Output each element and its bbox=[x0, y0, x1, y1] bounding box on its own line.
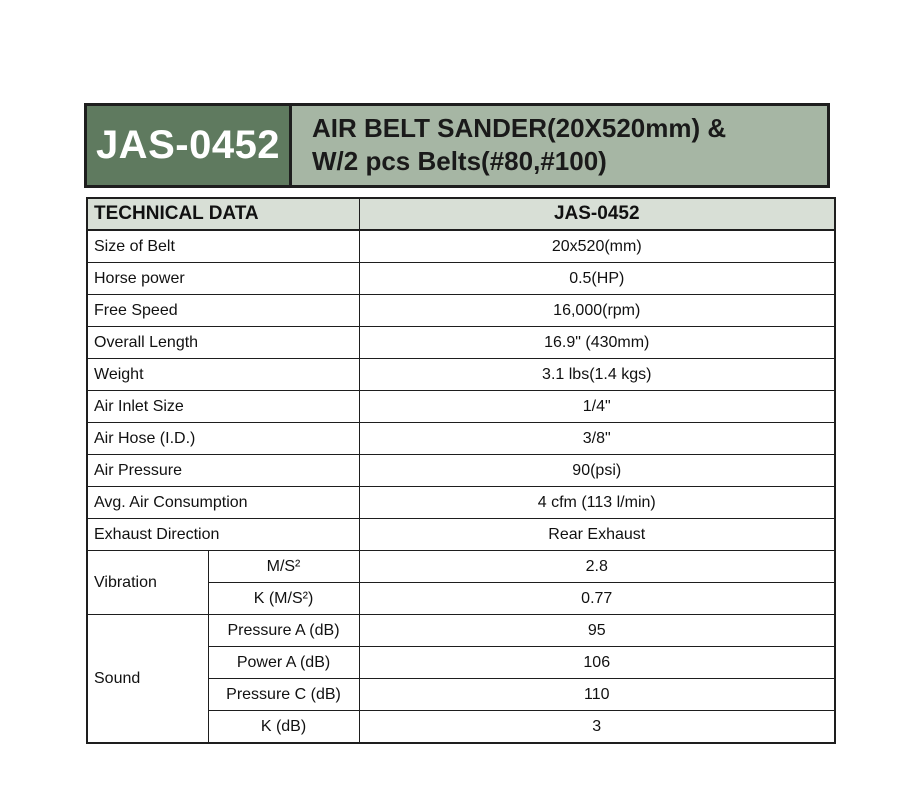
spec-value: 2.8 bbox=[359, 551, 835, 583]
vibration-group-label: Vibration bbox=[87, 551, 208, 615]
spec-value: 110 bbox=[359, 679, 835, 711]
spec-value: 3/8" bbox=[359, 423, 835, 455]
spec-value: 106 bbox=[359, 647, 835, 679]
spec-value: 90(psi) bbox=[359, 455, 835, 487]
spec-label: Exhaust Direction bbox=[87, 519, 359, 551]
table-header-row bbox=[87, 198, 835, 230]
table-row bbox=[87, 487, 835, 519]
product-title bbox=[292, 106, 827, 185]
spec-label: Air Hose (I.D.) bbox=[87, 423, 359, 455]
table-row bbox=[87, 519, 835, 551]
spec-value: 1/4" bbox=[359, 391, 835, 423]
table-row bbox=[87, 455, 835, 487]
spec-value: Rear Exhaust bbox=[359, 519, 835, 551]
spec-value: 4 cfm (113 l/min) bbox=[359, 487, 835, 519]
spec-sublabel: Pressure C (dB) bbox=[208, 679, 359, 711]
spec-value: 16,000(rpm) bbox=[359, 295, 835, 327]
spec-sublabel: K (M/S²) bbox=[208, 583, 359, 615]
spec-label: Weight bbox=[87, 359, 359, 391]
table-row bbox=[87, 295, 835, 327]
spec-label: Free Speed bbox=[87, 295, 359, 327]
table-row bbox=[87, 263, 835, 295]
table-row bbox=[87, 359, 835, 391]
product-title-line-1: AIR BELT SANDER(20X520mm) & bbox=[312, 113, 727, 143]
spec-label: Horse power bbox=[87, 263, 359, 295]
table-row bbox=[87, 391, 835, 423]
product-banner bbox=[84, 103, 830, 188]
spec-sublabel: K (dB) bbox=[208, 711, 359, 744]
spec-sublabel: M/S² bbox=[208, 551, 359, 583]
spec-value: 95 bbox=[359, 615, 835, 647]
table-row bbox=[87, 423, 835, 455]
spec-value: 16.9" (430mm) bbox=[359, 327, 835, 359]
spec-value: 20x520(mm) bbox=[359, 230, 835, 263]
spec-value: 0.77 bbox=[359, 583, 835, 615]
spec-label: Size of Belt bbox=[87, 230, 359, 263]
sound-group-label: Sound bbox=[87, 615, 208, 744]
spec-sublabel: Power A (dB) bbox=[208, 647, 359, 679]
table-row bbox=[87, 230, 835, 263]
spec-label: Air Inlet Size bbox=[87, 391, 359, 423]
table-row bbox=[87, 327, 835, 359]
technical-data-heading: TECHNICAL DATA bbox=[87, 198, 359, 230]
spec-label: Overall Length bbox=[87, 327, 359, 359]
model-number: JAS-0452 bbox=[87, 106, 292, 185]
table-row bbox=[87, 551, 835, 583]
model-column-heading: JAS-0452 bbox=[359, 198, 835, 230]
technical-data-table bbox=[86, 197, 836, 744]
spec-value: 0.5(HP) bbox=[359, 263, 835, 295]
table-row bbox=[87, 615, 835, 647]
spec-label: Avg. Air Consumption bbox=[87, 487, 359, 519]
product-title-line-2: W/2 pcs Belts(#80,#100) bbox=[312, 146, 607, 176]
spec-sublabel: Pressure A (dB) bbox=[208, 615, 359, 647]
spec-value: 3 bbox=[359, 711, 835, 744]
spec-value: 3.1 lbs(1.4 kgs) bbox=[359, 359, 835, 391]
spec-label: Air Pressure bbox=[87, 455, 359, 487]
